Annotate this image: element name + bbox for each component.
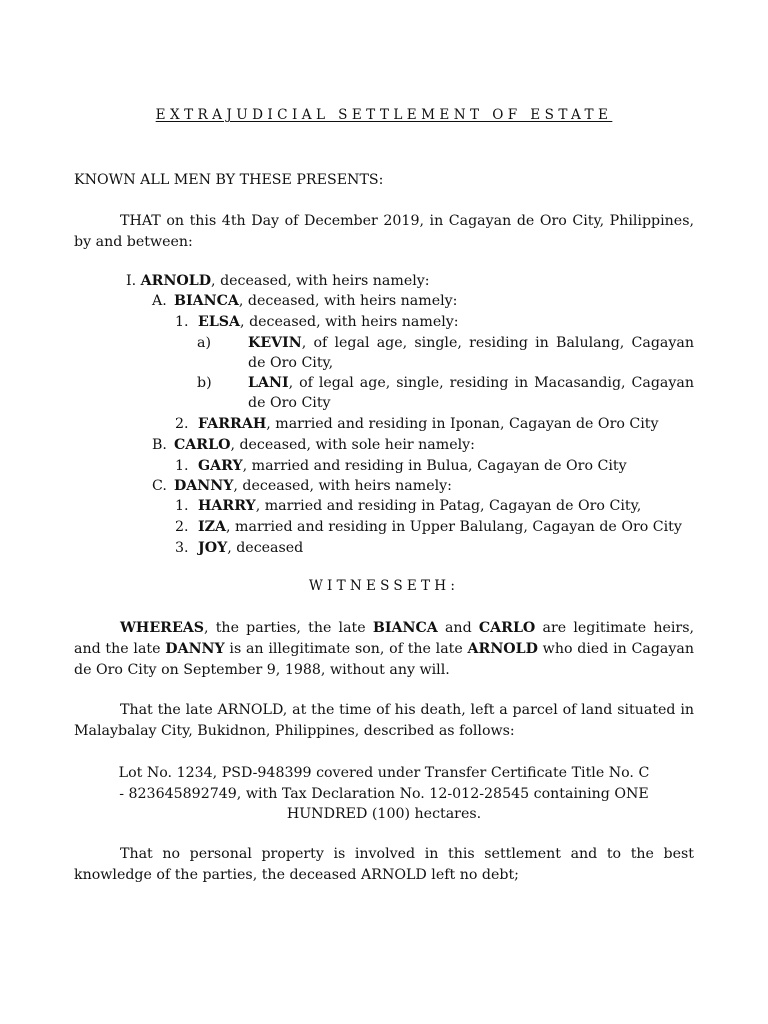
document-title: EXTRAJUDICIAL SETTLEMENT OF ESTATE <box>155 107 613 123</box>
land-paragraph: That the late ARNOLD, at the time of his death, left a parcel of land situated in Malaybalay City, Bukidnon, Philippines, described as follows: <box>74 702 694 739</box>
no-debt-paragraph: That no personal property is involved in this settlement and to the best knowledge of the parties, the deceased ARNOLD left no debt; <box>74 846 694 883</box>
heir-gary: 1. GARY, married and residing in Bulua, Cagayan de Oro City <box>175 458 627 474</box>
heir-elsa: 1. ELSA, deceased, with heirs namely: <box>175 314 459 330</box>
heir-kevin: KEVIN, of legal age, single, residing in Balulang, Cagayan de Oro City, <box>248 335 694 371</box>
witnesseth-heading: WITNESSETH: <box>308 578 460 594</box>
heir-carlo: B. CARLO, deceased, with sole heir namely: <box>152 437 475 453</box>
heir-bianca: A. BIANCA, deceased, with heirs namely: <box>152 293 458 309</box>
heir-farrah: 2. FARRAH, married and residing in Iponan, Cagayan de Oro City <box>175 416 659 432</box>
heir-joy: 3. JOY, deceased <box>175 540 304 556</box>
whereas-paragraph: WHEREAS, the parties, the late BIANCA and CARLO are legitimate heirs, and the late DANNY is an illegitimate son, of the late ARNOLD who died in Cagayan de Oro City on September 9, 1988, without any will. <box>74 620 694 678</box>
party-arnold: I. ARNOLD, deceased, with heirs namely: <box>126 273 430 289</box>
opening-line: KNOWN ALL MEN BY THESE PRESENTS: <box>74 172 384 188</box>
intro-paragraph: THAT on this 4th Day of December 2019, in Cagayan de Oro City, Philippines, by and between: <box>74 213 694 250</box>
heir-harry: 1. HARRY, married and residing in Patag, Cagayan de Oro City, <box>175 498 642 514</box>
heir-lani-marker: b) <box>197 375 212 391</box>
heir-kevin-marker: a) <box>197 335 211 351</box>
heir-lani: LANI, of legal age, single, residing in Macasandig, Cagayan de Oro City <box>248 375 694 411</box>
heir-danny: C. DANNY, deceased, with heirs namely: <box>152 478 452 494</box>
property-description: Lot No. 1234, PSD-948399 covered under Transfer Certificate Title No. C - 823645892749, with Tax Declaration No. 12-012-28545 containing ONE HUNDRED (100) hectares. <box>118 765 650 822</box>
heir-iza: 2. IZA, married and residing in Upper Balulang, Cagayan de Oro City <box>175 519 682 535</box>
